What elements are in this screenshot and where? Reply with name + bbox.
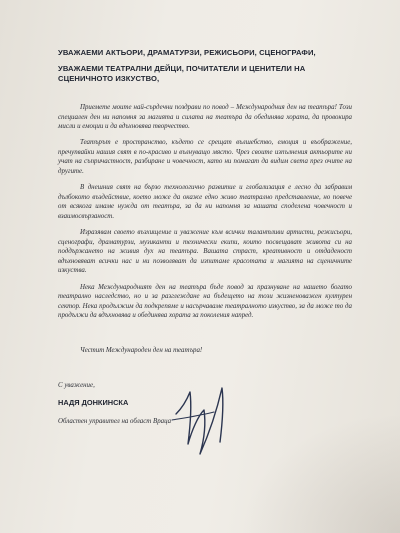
salutation-heading-1: УВАЖАЕМИ АКТЬОРИ, ДРАМАТУРЗИ, РЕЖИСЬОРИ, СЦЕНОГРАФИ, (58, 48, 316, 57)
signer-name: НАДЯ ДОНКИНСКА (58, 398, 129, 407)
handwritten-signature (170, 380, 240, 460)
page-shadow (240, 413, 400, 533)
letter-body (58, 103, 352, 327)
paragraph-3: В днешния свят на бързо технологично развитие и глобализация е лесно да забравим дълбокото въздействие, което може да окаже едно живо театрално представление, но повече от всякога имаме нужда от театъра, за да ни напомня за нашата споделена човечност и взаимосвързаност. (58, 184, 352, 220)
paragraph-2: Театърът е пространство, където се срещат вълшебство, емоция и въображение, пречупвайки нашия свят в по-красиво и вълнуващо място. Чрез своите изпълнения актьорите ни учат на съпричастност, разбиране и човечност, като ни помагат да видим света през очите на другите. (58, 139, 352, 176)
closing-line: Честит Международен ден на театъра! (80, 347, 203, 354)
paragraph-4: Изразявам своето възхищение и уважение към всички талантливи артисти, режисьори, сценографи, драматурзи, музиканти и технически екипи, които посвещават живота си на поддържането на живия дух на театъра. Вашата страст, креативност и отдаденост вдъхновяват всички нас и ни позволяват да изпитаме красотата и магията на сценичните изкуства. (58, 229, 352, 275)
regards: С уважение, (58, 382, 95, 389)
signer-title: Областен управител на област Враца (58, 418, 172, 425)
paragraph-5: Нека Международният ден на театъра бъде повод за празнуване на нашето богато театрално наследство, но и за разглеждане на бъдещето на този жизненоважен културен сектор. Нека продължим да подкрепяме и насърчаваме театралното изкуство, за да може то да продължи да вдъхновява и обединява хората за поколения напред. (58, 283, 352, 320)
paragraph-1: Приемете моите най-сърдечни поздрави по повод – Международния ден на театъра! Този специален ден ни напомня за магията и силата на театъра да обединява хората, да провокира мисли и емоции и да вдъхновява творчество. (58, 104, 352, 131)
salutation-heading-2: УВАЖАЕМИ ТЕАТРАЛНИ ДЕЙЦИ, ПОЧИТАТЕЛИ И ЦЕНИТЕЛИ НА СЦЕНИЧНОТО ИЗКУСТВО, (58, 64, 306, 83)
